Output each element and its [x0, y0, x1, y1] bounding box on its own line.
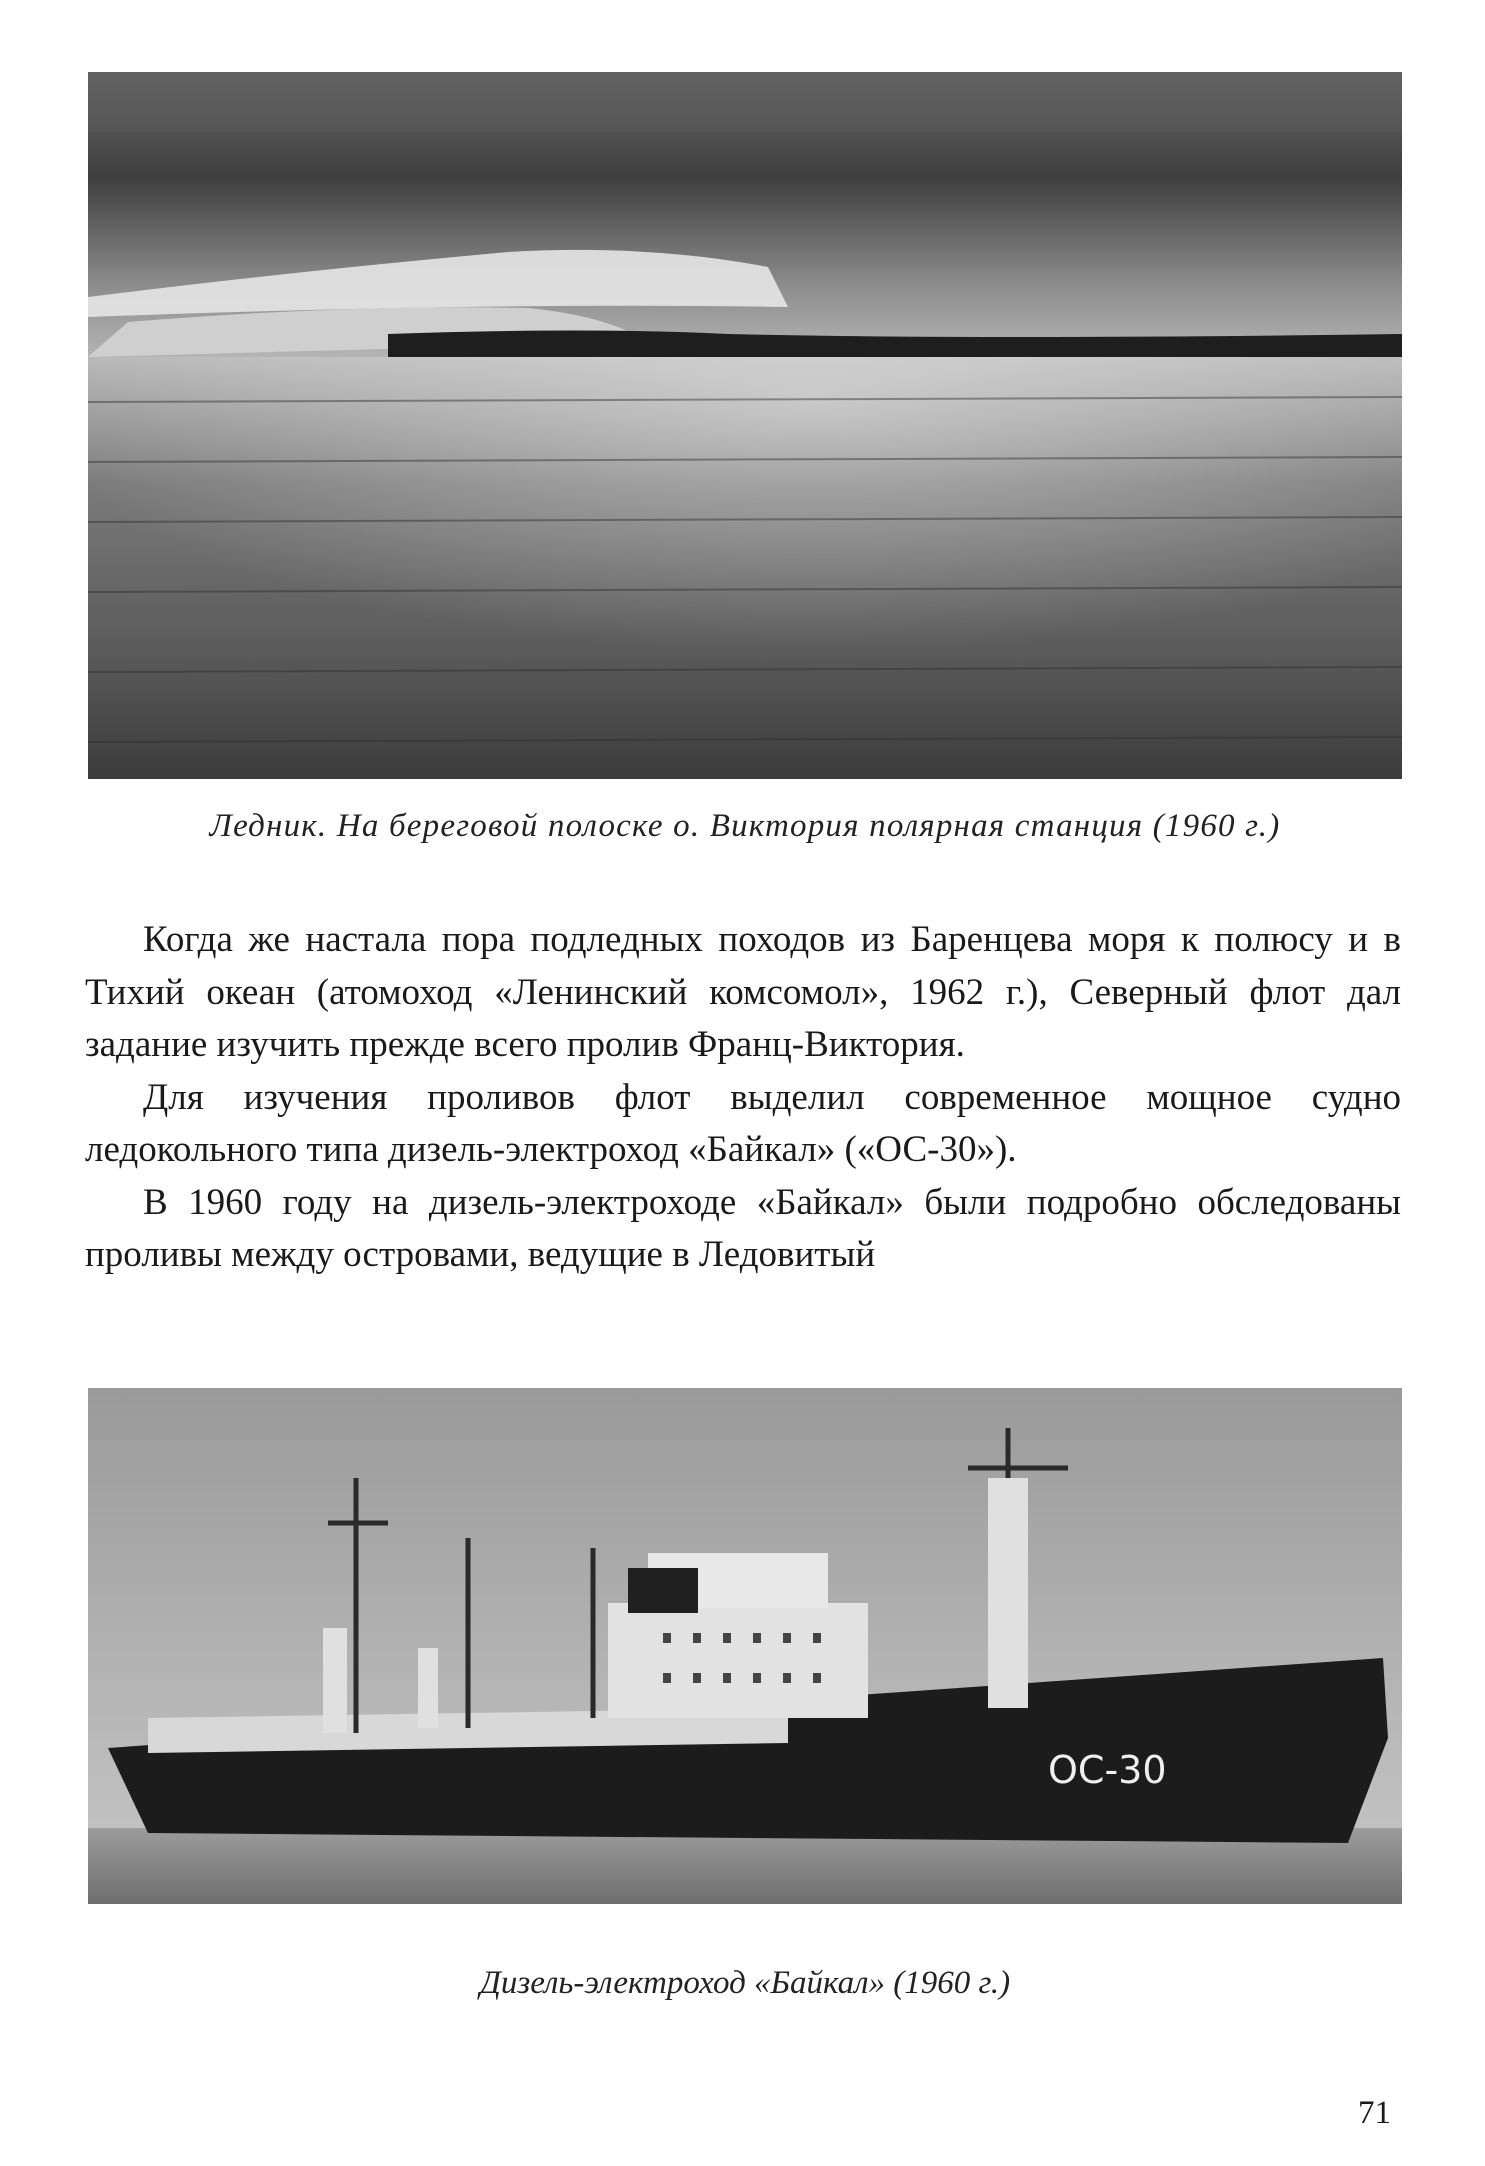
paragraph: В 1960 году на дизель-электроходе «Байкал» были подробно обследованы проливы между островами, ведущие в Ледовитый [85, 1181, 1401, 1275]
page-number: 71 [1358, 2095, 1391, 2131]
body-text [85, 914, 1401, 1282]
hull-marking: ОС-30 [1048, 1748, 1167, 1792]
ship-photo-caption: Дизель-электроход «Байкал» (1960 г.) [479, 1965, 1011, 2001]
ship-photo [88, 1388, 1402, 1904]
glacier-photo [88, 72, 1402, 779]
glacier-photo-caption: Ледник. На береговой полоске о. Виктория полярная станция (1960 г.) [209, 808, 1281, 844]
paragraph: Когда же настала пора подледных походов из Баренцева моря к полюсу и в Тихий океан (атомоход «Ленинский комсомол», 1962 г.), Северный флот дал задание изучить прежде всего пролив Франц-Виктория. [85, 919, 1401, 1065]
paragraph: Для изучения проливов флот выделил современное мощное судно ледокольного типа дизель-электроход «Байкал» («ОС-30»). [85, 1076, 1401, 1170]
